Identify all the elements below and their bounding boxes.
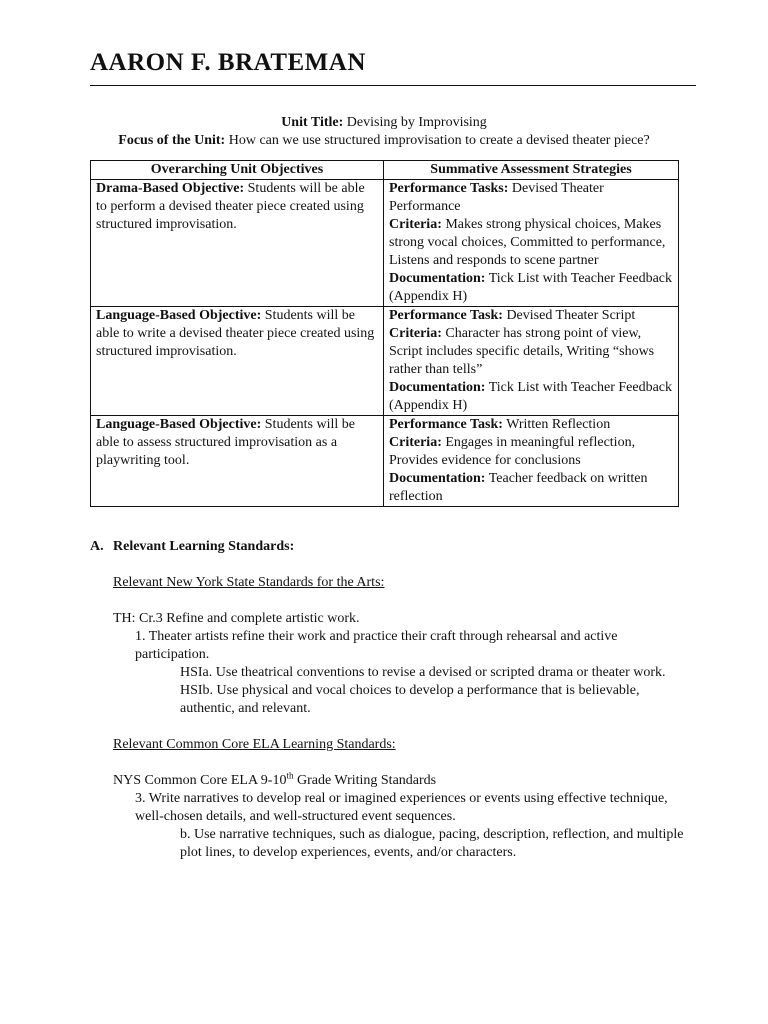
author-name: AARON F. BRATEMAN [90, 49, 366, 76]
section-heading [90, 538, 690, 556]
assessment-column-header: Summative Assessment Strategies [384, 161, 679, 180]
entry-label: Performance Tasks: [389, 181, 509, 196]
entry-text: Devised Theater Script [506, 308, 636, 323]
section-title: Relevant Learning Standards: [113, 539, 295, 554]
unit-title-value: Devising by Improvising [346, 115, 487, 130]
unit-focus-label: Focus of the Unit: [118, 133, 226, 148]
entry-label: Documentation: [389, 471, 486, 486]
entry-text: Makes strong physical choices, Makes strong vocal choices, Committed to performance, Listens and responds to scene partner [389, 217, 666, 268]
nys-ela-line-pre: NYS Common Core ELA 9-10 [113, 773, 287, 788]
objectives-table [90, 160, 679, 507]
assessment-entry [389, 379, 673, 415]
ela-substandard-b: b. Use narrative techniques, such as dialogue, pacing, description, reflection, and multiple plot lines, to develop experiences, events, and/or characters. [180, 827, 684, 860]
objective-cell [91, 307, 384, 416]
entry-text: Tick List with Teacher Feedback (Appendix H) [389, 380, 672, 413]
entry-text: Character has strong point of view, Script includes specific details, Writing “shows rather than tells” [389, 326, 655, 377]
nys-ela-line-sup: th [286, 770, 294, 781]
arts-substandard-hsia: HSIa. Use theatrical conventions to revise a devised or scripted drama or theater work. [180, 665, 666, 680]
entry-label: Performance Task: [389, 308, 503, 323]
ela-standard-item: 3. Write narratives to develop real or imagined experiences or events using effective technique, well-chosen details, and well-structured event sequences. [135, 791, 668, 824]
assessment-entry [389, 180, 673, 216]
assessment-entry [389, 434, 673, 470]
assessment-entry [389, 216, 673, 270]
section-letter: A. [90, 539, 104, 554]
assessment-cell [384, 180, 679, 307]
entry-label: Documentation: [389, 271, 486, 286]
learning-standards-section [90, 538, 690, 862]
nys-ela-line [113, 772, 690, 790]
entry-label: Criteria: [389, 217, 442, 232]
nys-ela-line-post: Grade Writing Standards [293, 773, 437, 788]
objective-label: Language-Based Objective: [96, 417, 262, 432]
unit-focus-value: How can we use structured improvisation to create a devised theater piece? [228, 133, 650, 148]
objective-label: Language-Based Objective: [96, 308, 262, 323]
objective-label: Drama-Based Objective: [96, 181, 245, 196]
objective-text: Students will be able to assess structured improvisation as a playwriting tool. [96, 417, 355, 468]
unit-title-label: Unit Title: [281, 115, 344, 130]
objective-text: Students will be able to perform a devised theater piece created using structured improvisation. [96, 181, 365, 232]
entry-text: Written Reflection [506, 417, 611, 432]
arts-standard-item: 1. Theater artists refine their work and practice their craft through rehearsal and active participation. [135, 629, 618, 662]
entry-label: Performance Task: [389, 417, 503, 432]
assessment-entry [389, 270, 673, 306]
unit-title-line [90, 114, 678, 132]
assessment-cell [384, 416, 679, 507]
assessment-entry [389, 416, 673, 434]
arts-substandard-hsib: HSIb. Use physical and vocal choices to develop a performance that is believable, authentic, and relevant. [180, 683, 640, 716]
assessment-entry [389, 470, 673, 506]
objective-cell [91, 180, 384, 307]
assessment-cell [384, 307, 679, 416]
entry-text: Devised Theater Performance [389, 181, 604, 214]
entry-text: Tick List with Teacher Feedback (Appendix H) [389, 271, 672, 304]
objective-text: Students will be able to write a devised theater piece created using structured improvisation. [96, 308, 375, 359]
table-header-row [91, 161, 679, 180]
entry-text: Teacher feedback on written reflection [389, 471, 648, 504]
entry-label: Documentation: [389, 380, 486, 395]
table-row [91, 416, 679, 507]
assessment-entry [389, 325, 673, 379]
entry-label: Criteria: [389, 326, 442, 341]
unit-summary [90, 114, 678, 150]
entry-label: Criteria: [389, 435, 442, 450]
ela-standards-heading: Relevant Common Core ELA Learning Standards: [113, 737, 396, 752]
objective-cell [91, 416, 384, 507]
unit-focus-line [90, 132, 678, 150]
assessment-entry [389, 307, 673, 325]
table-row [91, 307, 679, 416]
table-row [91, 180, 679, 307]
entry-text: Engages in meaningful reflection, Provides evidence for conclusions [389, 435, 636, 468]
objectives-column-header: Overarching Unit Objectives [91, 161, 384, 180]
arts-standards-heading: Relevant New York State Standards for the Arts: [113, 575, 385, 590]
header-divider [90, 85, 696, 86]
th-standard-line: TH: Cr.3 Refine and complete artistic work. [113, 611, 360, 626]
